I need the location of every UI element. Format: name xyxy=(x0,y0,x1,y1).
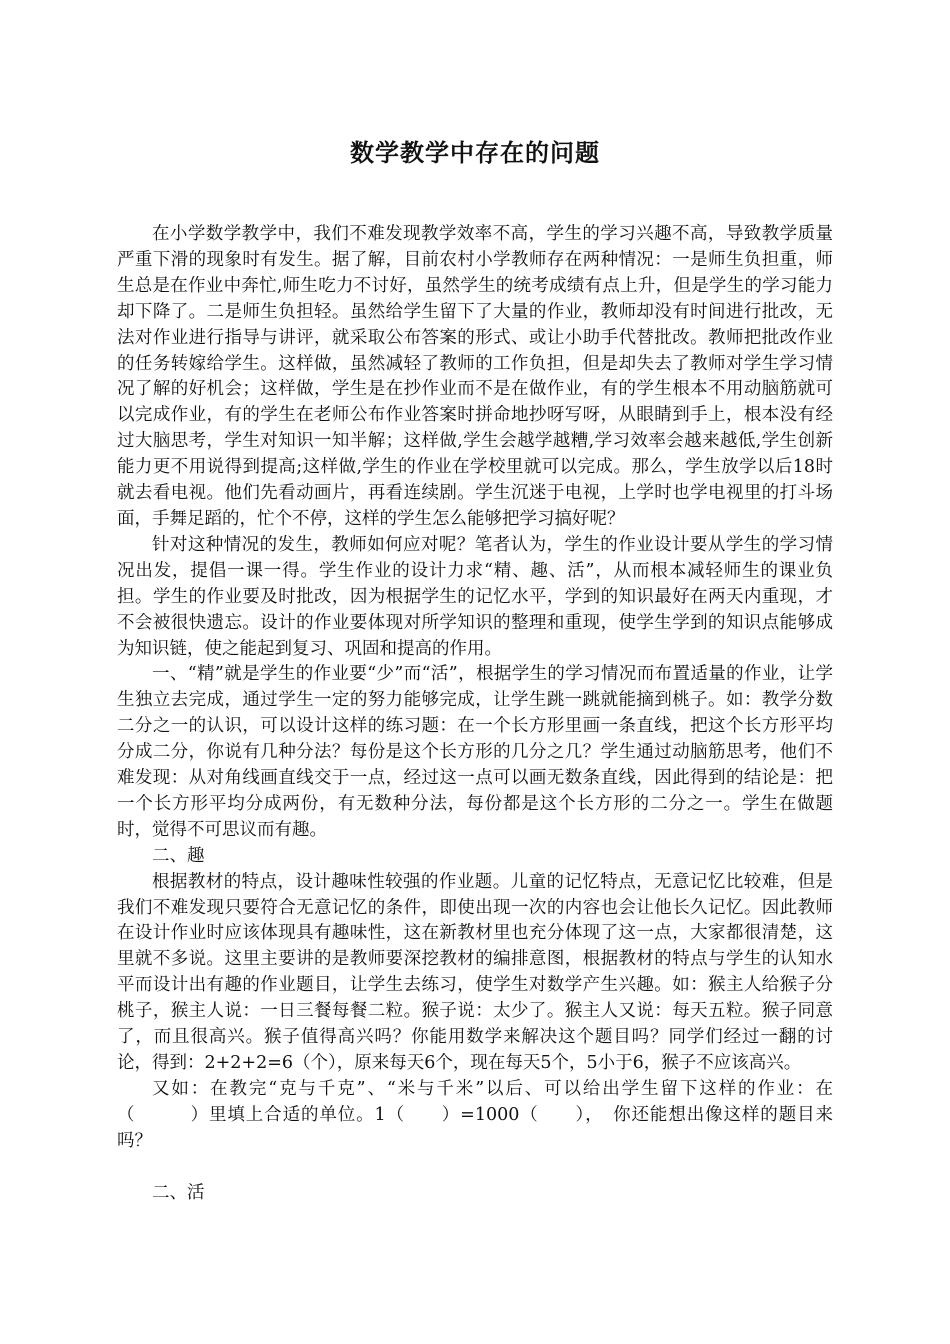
document-body xyxy=(117,222,833,1207)
paragraph-spacer xyxy=(117,1155,833,1181)
paragraph-response: 针对这种情况的发生，教师如何应对呢？笔者认为，学生的作业设计要从学生的学习情况出发，提倡一课一得。学生作业的设计力求“精、趣、活”，从而根本减轻师生的课业负担。学生的作业要及时批改，因为根据学生的记忆水平，学到的知识最好在两天内重现，才不会被很快遗忘。设计的作业要体现对所学知识的整理和重现，使学生学到的知识点能够成为知识链，使之能起到复习、巩固和提高的作用。 xyxy=(117,534,833,659)
paragraph-section-qu: 根据教材的特点，设计趣味性较强的作业题。儿童的记忆特点，无意记忆比较难，但是我们不难发现只要符合无意记忆的条件，即使出现一次的内容也会让他长久记忆。因此教师在设计作业时应该体现具有趣味性，这在新教材里也充分体现了这一点，大家都很清楚，这里就不多说。这里主要讲的是教师要深挖教材的编排意图，根据教材的特点与学生的认知水平而设计出有趣的作业题目，让学生去练习，使学生对数学产生兴趣。如：猴主人给猴子分桃子，猴主人说：一日三餐每餐二粒。猴子说：太少了。猴主人又说：每天五粒。猴子同意了，而且很高兴。猴子值得高兴吗？你能用数学来解决这个题目吗？同学们经过一翻的讨论，得到：2+2+2=6（个），原来每天6个，现在每天5个，5小于6，猴子不应该高兴。 xyxy=(117,871,833,1073)
paragraph-section-jing: 一、“精”就是学生的作业要“少”而“活”，根据学生的学习情况而布置适量的作业，让学生独立去完成，通过学生一定的努力能够完成，让学生跳一跳就能摘到桃子。如：教学分数二分之一的认识，可以设计这样的练习题：在一个长方形里画一条直线，把这个长方形平均分成二分，你说有几种分法？每份是这个长方形的几分之几？学生通过动脑筋思考，他们不难发现：从对角线画直线交于一点，经过这一点可以画无数条直线，因此得到的结论是：把一个长方形平均分成两份，有无数种分法，每份都是这个长方形的二分之一。学生在做题时，觉得不可思议而有趣。 xyxy=(117,664,833,840)
paragraph-intro: 在小学数学教学中，我们不难发现教学效率不高，学生的学习兴趣不高，导致教学质量严重下滑的现象时有发生。据了解，目前农村小学教师存在两种情况：一是师生负担重，师生总是在作业中奔忙,师生吃力不讨好，虽然学生的统考成绩有点上升，但是学生的学习能力却下降了。二是师生负担轻。虽然给学生留下了大量的作业，教师却没有时间进行批改，无法对作业进行指导与讲评，就采取公布答案的形式、或让小助手代替批改。教师把批改作业的任务转嫁给学生。这样做，虽然减轻了教师的工作负担，但是却失去了教师对学生学习情况了解的好机会；这样做，学生是在抄作业而不是在做作业，有的学生根本不用动脑筋就可以完成作业，有的学生在老师公布作业答案时拼命地抄呀写呀，从眼睛到手上，根本没有经过大脑思考，学生对知识一知半解；这样做,学生会越学越糟,学习效率会越来越低,学生创新能力更不用说得到提高;这样做,学生的作业在学校里就可以完成。那么，学生放学以后18时就去看电视。他们先看动画片，再看连续剧。学生沉迷于电视，上学时也学电视里的打斗场面，手舞足蹈的，忙个不停，这样的学生怎么能够把学习搞好呢？ xyxy=(117,224,833,529)
page-title: 数学教学中存在的问题 xyxy=(350,138,600,167)
paragraph-example-units: 又如：在教完“克与千克”、“米与千米”以后、可以给出学生留下这样的作业：在（ ）里填上合适的单位。1（ ）=1000（ ）， 你还能想出像这样的题目来吗？ xyxy=(117,1078,833,1151)
section-heading-qu: 二、趣 xyxy=(152,845,205,866)
section-heading-huo: 二、活 xyxy=(152,1182,205,1203)
